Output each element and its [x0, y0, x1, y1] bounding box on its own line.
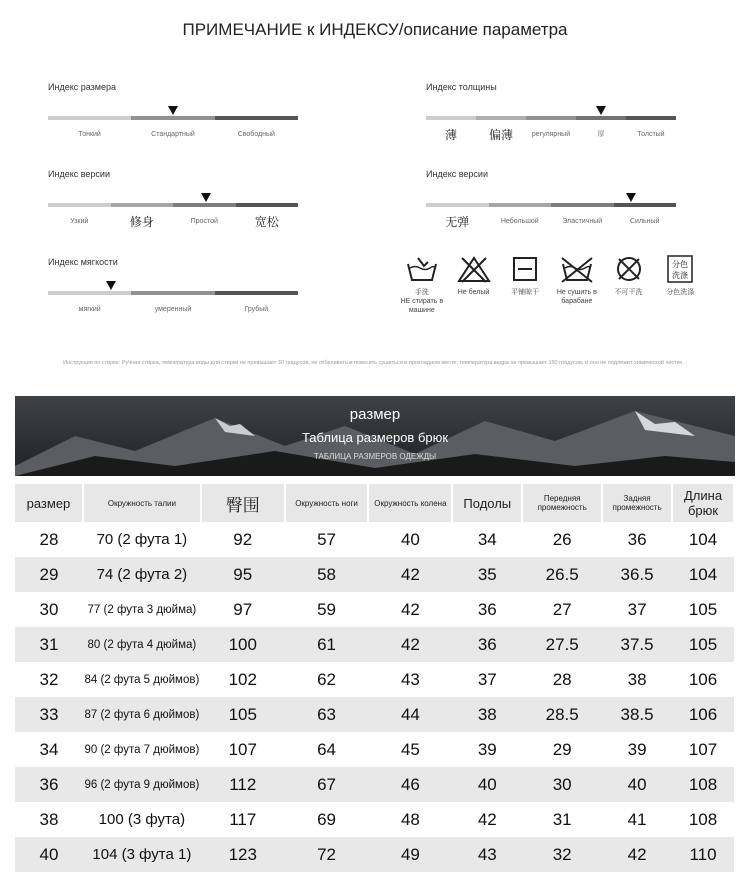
table-cell: 104: [688, 529, 718, 549]
table-cell: 107: [688, 739, 718, 759]
table-cell: 35: [452, 557, 522, 592]
table-cell: 44: [368, 697, 452, 732]
index-tick-label: регулярный: [531, 131, 571, 138]
table-cell: 70 (2 фута 1): [96, 531, 188, 548]
banner-subtitle: Таблица размеров брюк: [301, 430, 449, 445]
table-cell: 40: [15, 837, 83, 872]
care-item: [448, 254, 500, 315]
table-cell: 84 (2 фута 5 дюймов): [84, 673, 200, 686]
no-dry-clean-icon: [611, 254, 647, 284]
index-scale: [48, 80, 298, 142]
banner-title: размер: [349, 406, 401, 423]
index-tick-label: 宽松: [254, 215, 279, 229]
care-caption: Не белый: [457, 289, 490, 296]
index-scale: [48, 167, 298, 229]
table-cell: 37: [627, 599, 647, 619]
table-cell: 36: [452, 627, 522, 662]
table-cell: 29: [552, 739, 572, 759]
table-cell: 100 (3 фута): [98, 811, 186, 828]
table-cell: 123: [201, 837, 285, 872]
column-header: размер: [15, 484, 83, 522]
table-cell: 95: [201, 557, 285, 592]
table-cell: 62: [317, 669, 337, 689]
table-cell: 26.5: [522, 557, 602, 592]
index-tick-label: Грубый: [244, 306, 269, 313]
table-cell: 46: [368, 767, 452, 802]
table-cell: 38: [452, 697, 522, 732]
size-table: [15, 484, 735, 872]
table-cell: 102: [228, 669, 257, 689]
column-header: 臀围: [201, 484, 285, 522]
table-cell: 107: [228, 739, 257, 759]
table-cell: 106: [688, 669, 718, 689]
care-item: [654, 254, 706, 315]
table-cell: 42: [400, 599, 420, 619]
separate-wash-icon: [662, 254, 698, 284]
table-cell: 32: [39, 669, 59, 689]
table-cell: 40: [400, 529, 420, 549]
page-title: ПРИМЕЧАНИЕ к ИНДЕКСУ/описание параметра: [182, 20, 568, 39]
table-cell: 31: [552, 809, 572, 829]
index-bar: [426, 116, 676, 120]
table-cell: 42: [602, 837, 672, 872]
table-cell: 45: [400, 739, 420, 759]
table-cell: 43: [452, 837, 522, 872]
care-item: [551, 254, 603, 315]
table-cell: 39: [627, 739, 647, 759]
table-cell: 97: [233, 599, 253, 619]
care-caption: 不可干洗: [614, 289, 643, 296]
table-cell: 100: [201, 627, 285, 662]
index-bar: [48, 116, 298, 120]
table-cell: 104: [672, 557, 734, 592]
table-cell: 112: [201, 767, 285, 802]
table-cell: 36: [477, 599, 497, 619]
index-tick-label: Стандартный: [151, 131, 195, 138]
table-cell: 59: [317, 599, 337, 619]
table-cell: 67: [285, 767, 369, 802]
table-cell: 42: [368, 627, 452, 662]
index-tick-label: 厚: [597, 131, 605, 138]
table-cell: 80 (2 фута 4 дюйма): [83, 627, 201, 662]
column-header: Подолы: [452, 484, 522, 522]
index-tick-label: Свободный: [237, 131, 275, 138]
table-cell: 106: [672, 697, 734, 732]
index-tick-label: умеренный: [154, 306, 192, 313]
table-row: [15, 837, 734, 872]
table-cell: 58: [285, 557, 369, 592]
table-cell: 63: [285, 697, 369, 732]
index-label: Индекс размера: [48, 82, 116, 92]
table-cell: 117: [229, 809, 257, 829]
table-cell: 41: [627, 809, 647, 829]
table-cell: 64: [317, 739, 337, 759]
table-cell: 28: [39, 529, 59, 549]
table-cell: 34: [39, 739, 59, 759]
table-cell: 61: [285, 627, 369, 662]
index-tick-label: Эластичный: [562, 218, 603, 225]
table-cell: 37: [477, 669, 497, 689]
table-row: [15, 662, 734, 697]
table-cell: 29: [15, 557, 83, 592]
column-header: Окружность талии: [83, 484, 201, 522]
column-header: Окружность колена: [368, 484, 452, 522]
table-cell: 43: [400, 669, 420, 689]
index-bar: [48, 203, 298, 207]
table-cell: 30: [522, 767, 602, 802]
table-cell: 31: [15, 627, 83, 662]
svg-text:洗涤: 洗涤: [672, 271, 689, 280]
table-cell: 36.5: [602, 557, 672, 592]
index-scale: [426, 167, 676, 229]
table-cell: 49: [368, 837, 452, 872]
index-tick-label: Сильный: [629, 218, 660, 225]
index-tick-label: Тонкий: [78, 131, 101, 138]
table-cell: 69: [317, 809, 337, 829]
care-item: [603, 254, 655, 315]
banner-caption: ТАБЛИЦА РАЗМЕРОВ ОДЕЖДЫ: [313, 452, 437, 461]
care-caption: 分色洗涤: [666, 289, 695, 296]
table-row: [15, 697, 734, 732]
table-cell: 36: [627, 529, 647, 549]
table-cell: 37.5: [602, 627, 672, 662]
table-cell: 74 (2 фута 2): [83, 557, 201, 592]
table-cell: 36: [15, 767, 83, 802]
table-cell: 38: [627, 669, 647, 689]
table-cell: 30: [39, 599, 59, 619]
table-cell: 104 (3 фута 1): [83, 837, 201, 872]
table-row: [15, 802, 734, 837]
index-tick-label: 偏薄: [488, 128, 513, 142]
table-row: [15, 732, 734, 767]
table-cell: 38: [39, 809, 59, 829]
table-cell: 92: [233, 529, 253, 549]
index-tick-label: Узкий: [70, 218, 89, 225]
table-row: [15, 592, 734, 627]
index-tick-label: мягкий: [78, 306, 101, 313]
index-marker-icon: [201, 193, 211, 202]
table-cell: 26: [552, 529, 572, 549]
index-marker-icon: [106, 281, 116, 290]
care-item: [499, 254, 551, 315]
table-cell: 42: [477, 809, 497, 829]
care-caption: 平铺晾干: [511, 289, 540, 296]
table-cell: 28.5: [522, 697, 602, 732]
index-scale: [426, 80, 676, 142]
index-tick-label: Простой: [190, 218, 218, 225]
table-cell: 39: [477, 739, 497, 759]
hand-wash-icon: [404, 254, 440, 284]
table-cell: 40: [602, 767, 672, 802]
table-cell: 48: [400, 809, 420, 829]
table-cell: 27: [552, 599, 572, 619]
table-cell: 34: [477, 529, 497, 549]
index-bar: [426, 203, 676, 207]
index-bar: [48, 291, 298, 295]
table-cell: 90 (2 фута 7 дюймов): [84, 743, 200, 756]
index-label: Индекс версии: [48, 169, 110, 179]
index-tick-label: Толстый: [637, 131, 665, 138]
index-label: Индекс версии: [426, 169, 488, 179]
no-bleach-icon: [456, 254, 492, 284]
table-cell: 38.5: [602, 697, 672, 732]
table-cell: 72: [285, 837, 369, 872]
index-marker-icon: [596, 106, 606, 115]
table-row: [15, 627, 734, 662]
care-icons-row: [396, 254, 706, 315]
table-cell: 33: [15, 697, 83, 732]
care-caption: 手洗 НЕ стирать в машине: [400, 289, 444, 314]
index-tick-label: 修身: [129, 215, 154, 229]
index-scale: [48, 255, 298, 317]
column-header: Передняя промежность: [522, 484, 602, 522]
table-cell: 42: [368, 557, 452, 592]
svg-text:分色: 分色: [672, 260, 689, 269]
table-row: [15, 522, 734, 557]
index-tick-label: 薄: [444, 128, 457, 142]
column-header: Окружность ноги: [285, 484, 369, 522]
care-item: [396, 254, 448, 315]
size-chart-banner: [15, 396, 735, 476]
table-cell: 40: [452, 767, 522, 802]
table-header-row: [15, 484, 734, 522]
index-label: Индекс мягкости: [48, 257, 118, 267]
table-cell: 57: [317, 529, 337, 549]
table-row: [15, 767, 734, 802]
table-cell: 108: [672, 767, 734, 802]
table-cell: 105: [201, 697, 285, 732]
flat-dry-icon: [507, 254, 543, 284]
index-tick-label: Небольшой: [500, 218, 539, 225]
table-cell: 108: [688, 809, 718, 829]
table-cell: 105: [672, 627, 734, 662]
column-header: Длина брюк: [672, 484, 734, 522]
table-cell: 87 (2 фута 6 дюймов): [83, 697, 201, 732]
no-tumble-dry-icon: [559, 254, 595, 284]
care-caption: Не сушить в барабане: [556, 289, 597, 305]
table-cell: 96 (2 фута 9 дюймов): [83, 767, 201, 802]
index-marker-icon: [168, 106, 178, 115]
wash-instruction: Инструкция по стирке: Ручная стирка, температура воды для стирки не превышает 30 градусов, не отбеливать и повесить сушиться в прохладном месте; температура ведра не превышает 150 градусов, и оно не подлежит химической чистке. ;: [63, 360, 687, 366]
table-cell: 32: [522, 837, 602, 872]
table-cell: 28: [552, 669, 572, 689]
index-label: Индекс толщины: [426, 82, 497, 92]
column-header: Задняя промежность: [602, 484, 672, 522]
table-cell: 105: [688, 599, 718, 619]
table-row: [15, 557, 734, 592]
index-tick-label: 无弹: [445, 215, 470, 229]
table-cell: 27.5: [522, 627, 602, 662]
table-cell: 77 (2 фута 3 дюйма): [87, 603, 197, 616]
index-marker-icon: [626, 193, 636, 202]
table-cell: 110: [672, 837, 734, 872]
